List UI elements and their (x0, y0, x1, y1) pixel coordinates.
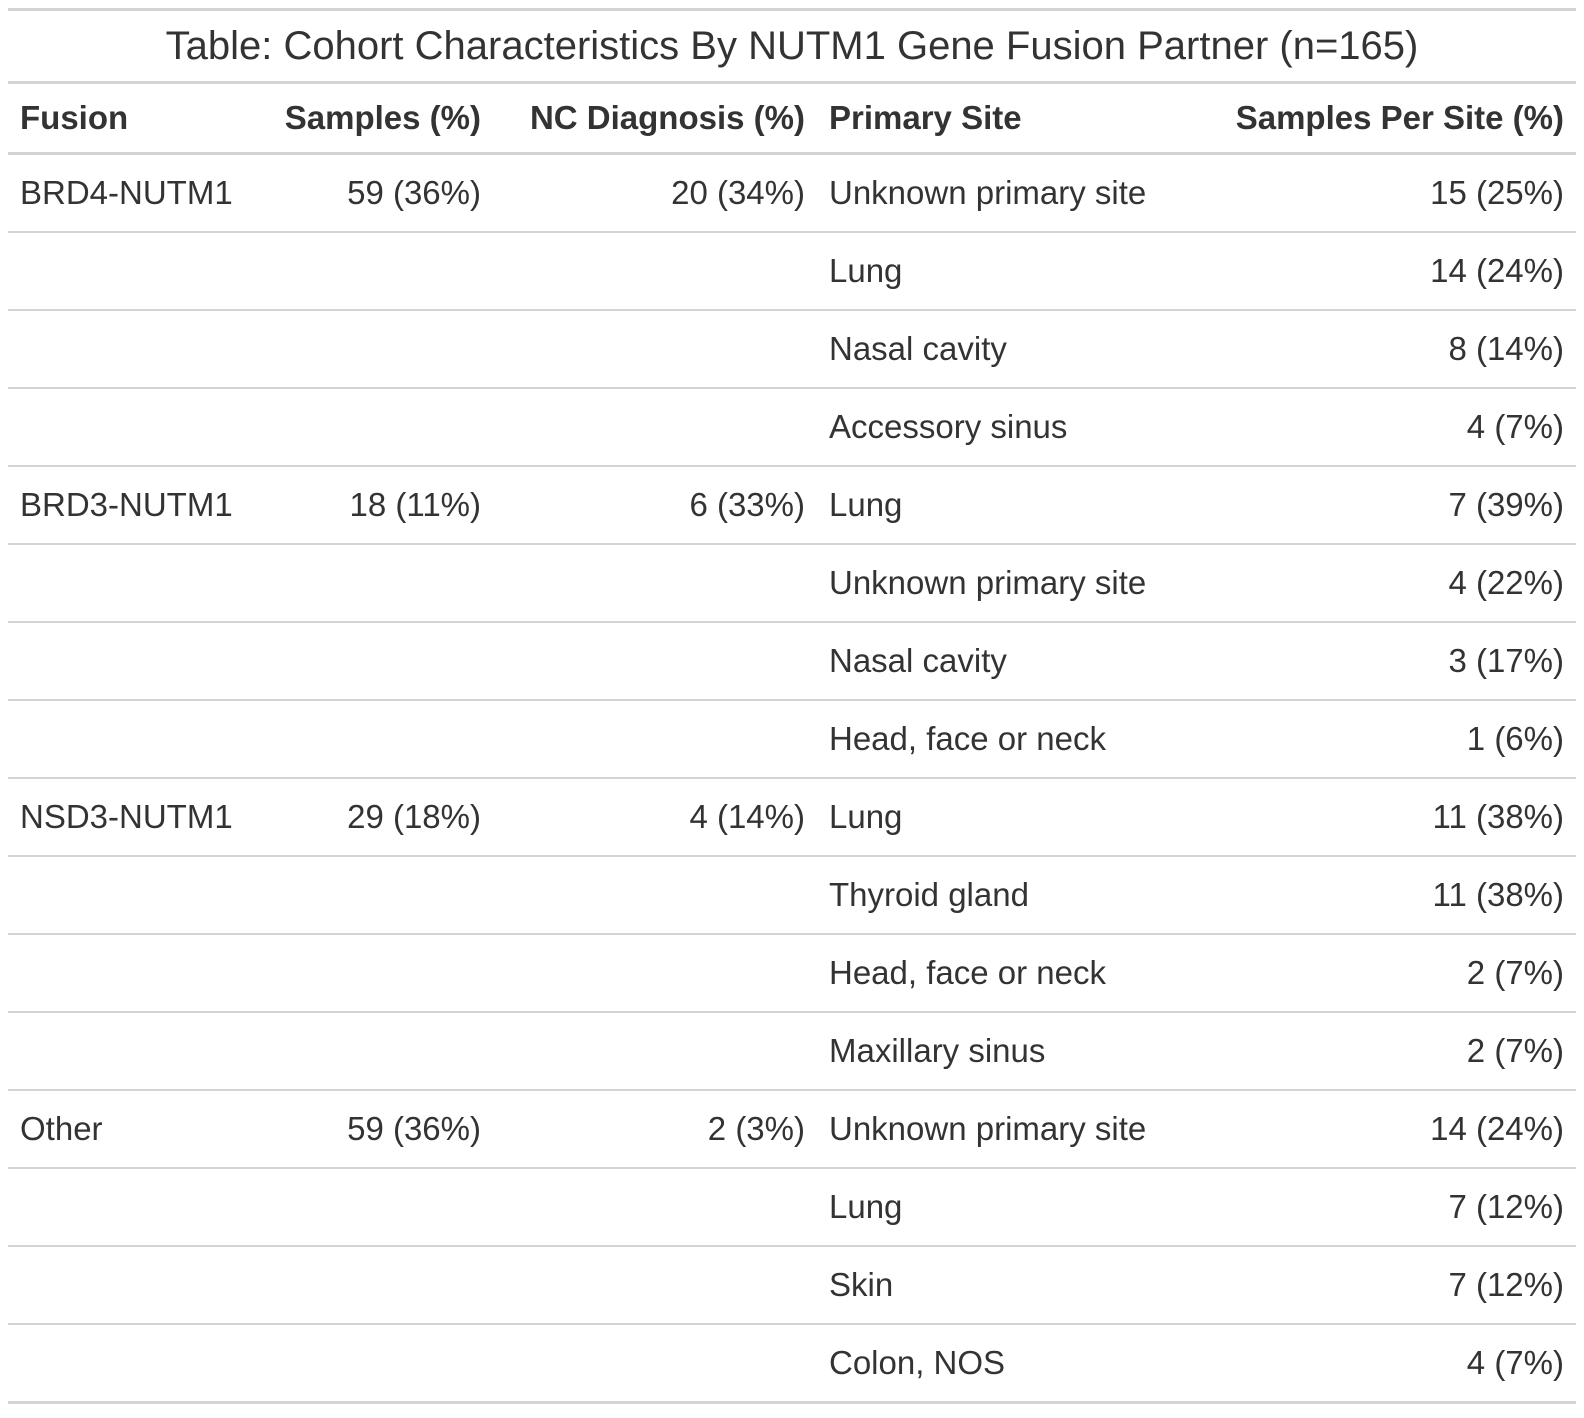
nc-diagnosis-cell (493, 544, 817, 622)
primary-site-cell: Unknown primary site (829, 174, 1147, 211)
samples-per-site-cell: 4 (7%) (1177, 388, 1576, 466)
samples-per-site-cell: 2 (7%) (1177, 934, 1576, 1012)
primary-site-cell: Accessory sinus (817, 388, 1177, 466)
primary-site-cell: Nasal cavity (817, 622, 1177, 700)
primary-site-cell: Lung (817, 1168, 1177, 1246)
header-nc-diagnosis: NC Diagnosis (%) (493, 84, 817, 154)
nc-diagnosis-cell: 6 (33%) (493, 466, 817, 544)
primary-site-cell: Unknown primary site (817, 544, 1177, 622)
primary-site-cell: Head, face or neck (817, 700, 1177, 778)
nc-diagnosis-cell (493, 1012, 817, 1090)
primary-site-cell: Colon, NOS (817, 1324, 1177, 1403)
table-row (8, 232, 1576, 310)
fusion-cell (8, 700, 238, 778)
table-row (8, 388, 1576, 466)
table-row (8, 1090, 1576, 1168)
samples-cell: 18 (11%) (238, 466, 493, 544)
table-row (8, 1324, 1576, 1403)
samples-per-site-cell: 4 (22%) (1177, 544, 1576, 622)
primary-site-cell: Lung (817, 778, 1177, 856)
samples-per-site-cell: 15 (25%) (1430, 174, 1564, 211)
header-row (8, 84, 1576, 154)
nc-diagnosis-cell: 20 (34%) (671, 174, 805, 211)
samples-cell (238, 622, 493, 700)
samples-per-site-cell: 11 (38%) (1177, 856, 1576, 934)
samples-per-site-cell: 14 (24%) (1177, 1090, 1576, 1168)
primary-site-cell: Head, face or neck (817, 934, 1177, 1012)
samples-cell (238, 388, 493, 466)
header-fusion: Fusion (8, 84, 238, 154)
fusion-cell (8, 388, 238, 466)
nc-diagnosis-cell (493, 388, 817, 466)
samples-cell (238, 934, 493, 1012)
nc-diagnosis-cell: 2 (3%) (493, 1090, 817, 1168)
fusion-cell (8, 1168, 238, 1246)
fusion-cell (8, 856, 238, 934)
samples-per-site-cell: 2 (7%) (1177, 1012, 1576, 1090)
table-row (8, 856, 1576, 934)
samples-per-site-cell: 7 (12%) (1177, 1168, 1576, 1246)
primary-site-cell: Nasal cavity (817, 310, 1177, 388)
samples-cell (238, 232, 493, 310)
samples-per-site-cell: 3 (17%) (1177, 622, 1576, 700)
primary-site-cell: Unknown primary site (817, 1090, 1177, 1168)
table-row (8, 154, 1576, 233)
nc-diagnosis-cell (493, 934, 817, 1012)
fusion-cell (8, 1246, 238, 1324)
samples-cell (238, 1168, 493, 1246)
samples-per-site-cell: 8 (14%) (1177, 310, 1576, 388)
table-container (8, 8, 1576, 1404)
samples-cell (238, 544, 493, 622)
header-samples: Samples (%) (238, 84, 493, 154)
samples-cell (238, 856, 493, 934)
fusion-cell (8, 934, 238, 1012)
fusion-cell (8, 232, 238, 310)
nc-diagnosis-cell (493, 856, 817, 934)
fusion-cell: NSD3-NUTM1 (8, 778, 238, 856)
table-row (8, 778, 1576, 856)
table-row (8, 466, 1576, 544)
table-row (8, 310, 1576, 388)
fusion-cell (8, 1324, 238, 1403)
nc-diagnosis-cell (493, 1168, 817, 1246)
cohort-table (8, 8, 1576, 1404)
table-row (8, 622, 1576, 700)
fusion-cell (8, 622, 238, 700)
samples-cell (238, 700, 493, 778)
table-row (8, 1168, 1576, 1246)
fusion-cell (8, 310, 238, 388)
primary-site-cell: Maxillary sinus (817, 1012, 1177, 1090)
nc-diagnosis-cell: 4 (14%) (493, 778, 817, 856)
fusion-cell: BRD3-NUTM1 (8, 466, 238, 544)
samples-cell: 59 (36%) (238, 1090, 493, 1168)
nc-diagnosis-cell (493, 310, 817, 388)
table-row (8, 1246, 1576, 1324)
fusion-cell (8, 1012, 238, 1090)
primary-site-cell: Lung (817, 232, 1177, 310)
fusion-cell: BRD4-NUTM1 (20, 174, 233, 211)
table-title: Table: Cohort Characteristics By NUTM1 Gene Fusion Partner (n=165) (8, 8, 1576, 84)
table-body (8, 154, 1576, 1403)
primary-site-cell: Skin (817, 1246, 1177, 1324)
primary-site-cell: Lung (817, 466, 1177, 544)
table-row (8, 934, 1576, 1012)
samples-per-site-cell: 14 (24%) (1177, 232, 1576, 310)
samples-cell (238, 310, 493, 388)
nc-diagnosis-cell (493, 700, 817, 778)
samples-cell (238, 1012, 493, 1090)
samples-per-site-cell: 7 (39%) (1177, 466, 1576, 544)
samples-per-site-cell: 1 (6%) (1177, 700, 1576, 778)
nc-diagnosis-cell (493, 232, 817, 310)
fusion-cell (8, 544, 238, 622)
fusion-cell: Other (8, 1090, 238, 1168)
samples-cell (238, 1324, 493, 1403)
samples-per-site-cell: 11 (38%) (1177, 778, 1576, 856)
header-samples-per-site: Samples Per Site (%) (1177, 84, 1576, 154)
table-row (8, 1012, 1576, 1090)
header-primary-site: Primary Site (817, 84, 1177, 154)
samples-cell (238, 1246, 493, 1324)
samples-per-site-cell: 4 (7%) (1177, 1324, 1576, 1403)
table-row (8, 544, 1576, 622)
nc-diagnosis-cell (493, 622, 817, 700)
samples-per-site-cell: 7 (12%) (1177, 1246, 1576, 1324)
samples-cell: 29 (18%) (238, 778, 493, 856)
primary-site-cell: Thyroid gland (817, 856, 1177, 934)
nc-diagnosis-cell (493, 1324, 817, 1403)
nc-diagnosis-cell (493, 1246, 817, 1324)
table-row (8, 700, 1576, 778)
samples-cell: 59 (36%) (347, 174, 481, 211)
